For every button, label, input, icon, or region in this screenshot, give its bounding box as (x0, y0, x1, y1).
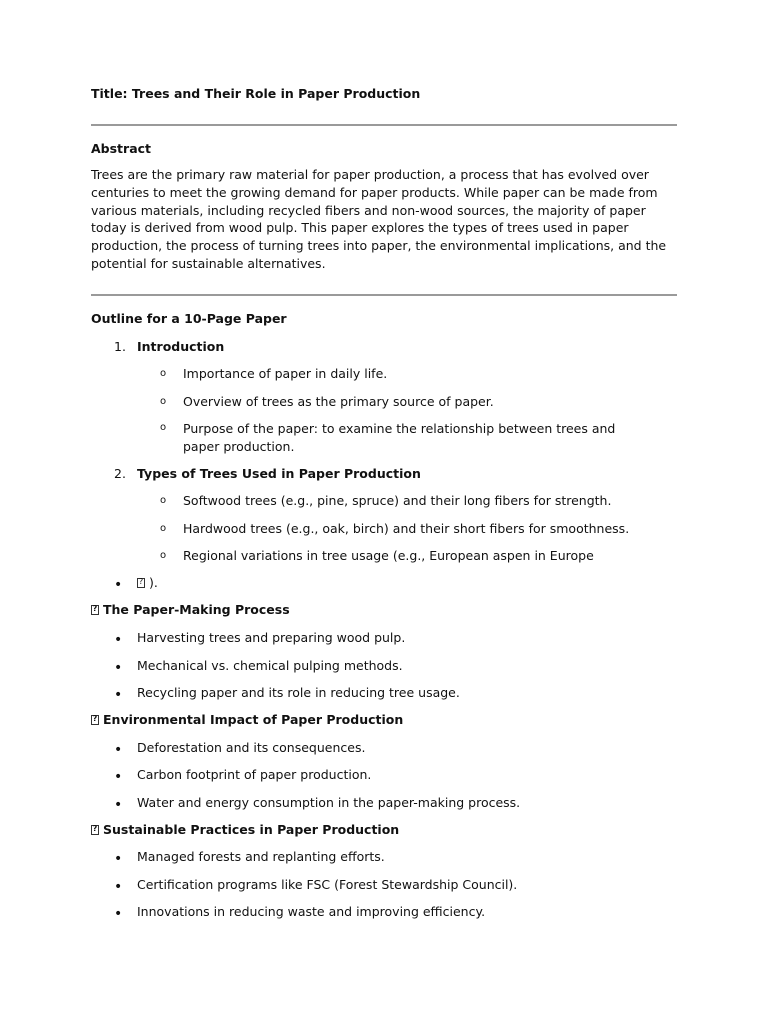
list-item-trailing-text: ). (149, 575, 158, 590)
list-item: Innovations in reducing waste and improving efficiency. (137, 904, 486, 919)
circle-bullet: o (160, 396, 167, 407)
list-number: 1. (114, 339, 126, 354)
list-item: Deforestation and its consequences. (137, 740, 366, 755)
circle-bullet: o (160, 523, 167, 534)
missing-glyph-icon (137, 578, 145, 588)
section-title-introduction: Introduction (137, 339, 225, 354)
dot-bullet: • (114, 906, 123, 922)
list-item: Managed forests and replanting efforts. (137, 849, 385, 864)
list-item: Softwood trees (e.g., pine, spruce) and their long fibers for strength. (183, 493, 612, 508)
section-heading (91, 822, 399, 837)
missing-glyph-icon (91, 825, 99, 835)
dot-bullet: • (114, 769, 123, 785)
list-item: Overview of trees as the primary source of paper. (183, 394, 494, 409)
dot-bullet: • (114, 797, 123, 813)
list-item: Mechanical vs. chemical pulping methods. (137, 658, 403, 673)
section-title-paper-making: The Paper-Making Process (103, 602, 290, 617)
circle-bullet: o (160, 495, 167, 506)
list-item: Hardwood trees (e.g., oak, birch) and their short fibers for smoothness. (183, 521, 630, 536)
list-item-continuation (137, 575, 158, 590)
circle-bullet: o (160, 422, 167, 433)
section-heading (91, 712, 403, 727)
list-item: Importance of paper in daily life. (183, 366, 388, 381)
horizontal-rule (91, 294, 677, 296)
abstract-body: Trees are the primary raw material for paper production, a process that has evolved over centuries to meet the growing demand for paper products. While paper can be made from various materials, including recycled fibers and non-wood sources, the majority of paper today is derived from wood pulp. This paper explores the types of trees used in paper production, the process of turning trees into paper, the environmental implications, and the potential for sustainable alternatives. (91, 167, 667, 271)
dot-bullet: • (114, 851, 123, 867)
section-title-sustainable-practices: Sustainable Practices in Paper Production (103, 822, 400, 837)
outline-heading: Outline for a 10-Page Paper (91, 311, 287, 326)
dot-bullet: • (114, 632, 123, 648)
list-item: Recycling paper and its role in reducing tree usage. (137, 685, 460, 700)
horizontal-rule (91, 124, 677, 126)
dot-bullet: • (114, 660, 123, 676)
list-item: Harvesting trees and preparing wood pulp. (137, 630, 406, 645)
list-item: Regional variations in tree usage (e.g., European aspen in Europe (183, 548, 594, 563)
missing-glyph-icon (91, 605, 99, 615)
missing-glyph-icon (91, 715, 99, 725)
list-item: Certification programs like FSC (Forest Stewardship Council). (137, 877, 518, 892)
dot-bullet: • (114, 687, 123, 703)
section-title-environmental-impact: Environmental Impact of Paper Production (103, 712, 404, 727)
section-title-types-of-trees: Types of Trees Used in Paper Production (137, 466, 421, 481)
circle-bullet: o (160, 368, 167, 379)
document-title: Title: Trees and Their Role in Paper Production (91, 86, 421, 101)
circle-bullet: o (160, 550, 167, 561)
list-item: Carbon footprint of paper production. (137, 767, 372, 782)
list-number: 2. (114, 466, 126, 481)
section-heading (91, 602, 290, 617)
list-item: Water and energy consumption in the paper-making process. (137, 795, 521, 810)
list-item: Purpose of the paper: to examine the relationship between trees and paper production. (183, 421, 616, 454)
abstract-heading: Abstract (91, 141, 152, 156)
dot-bullet: • (114, 577, 123, 593)
dot-bullet: • (114, 742, 123, 758)
dot-bullet: • (114, 879, 123, 895)
